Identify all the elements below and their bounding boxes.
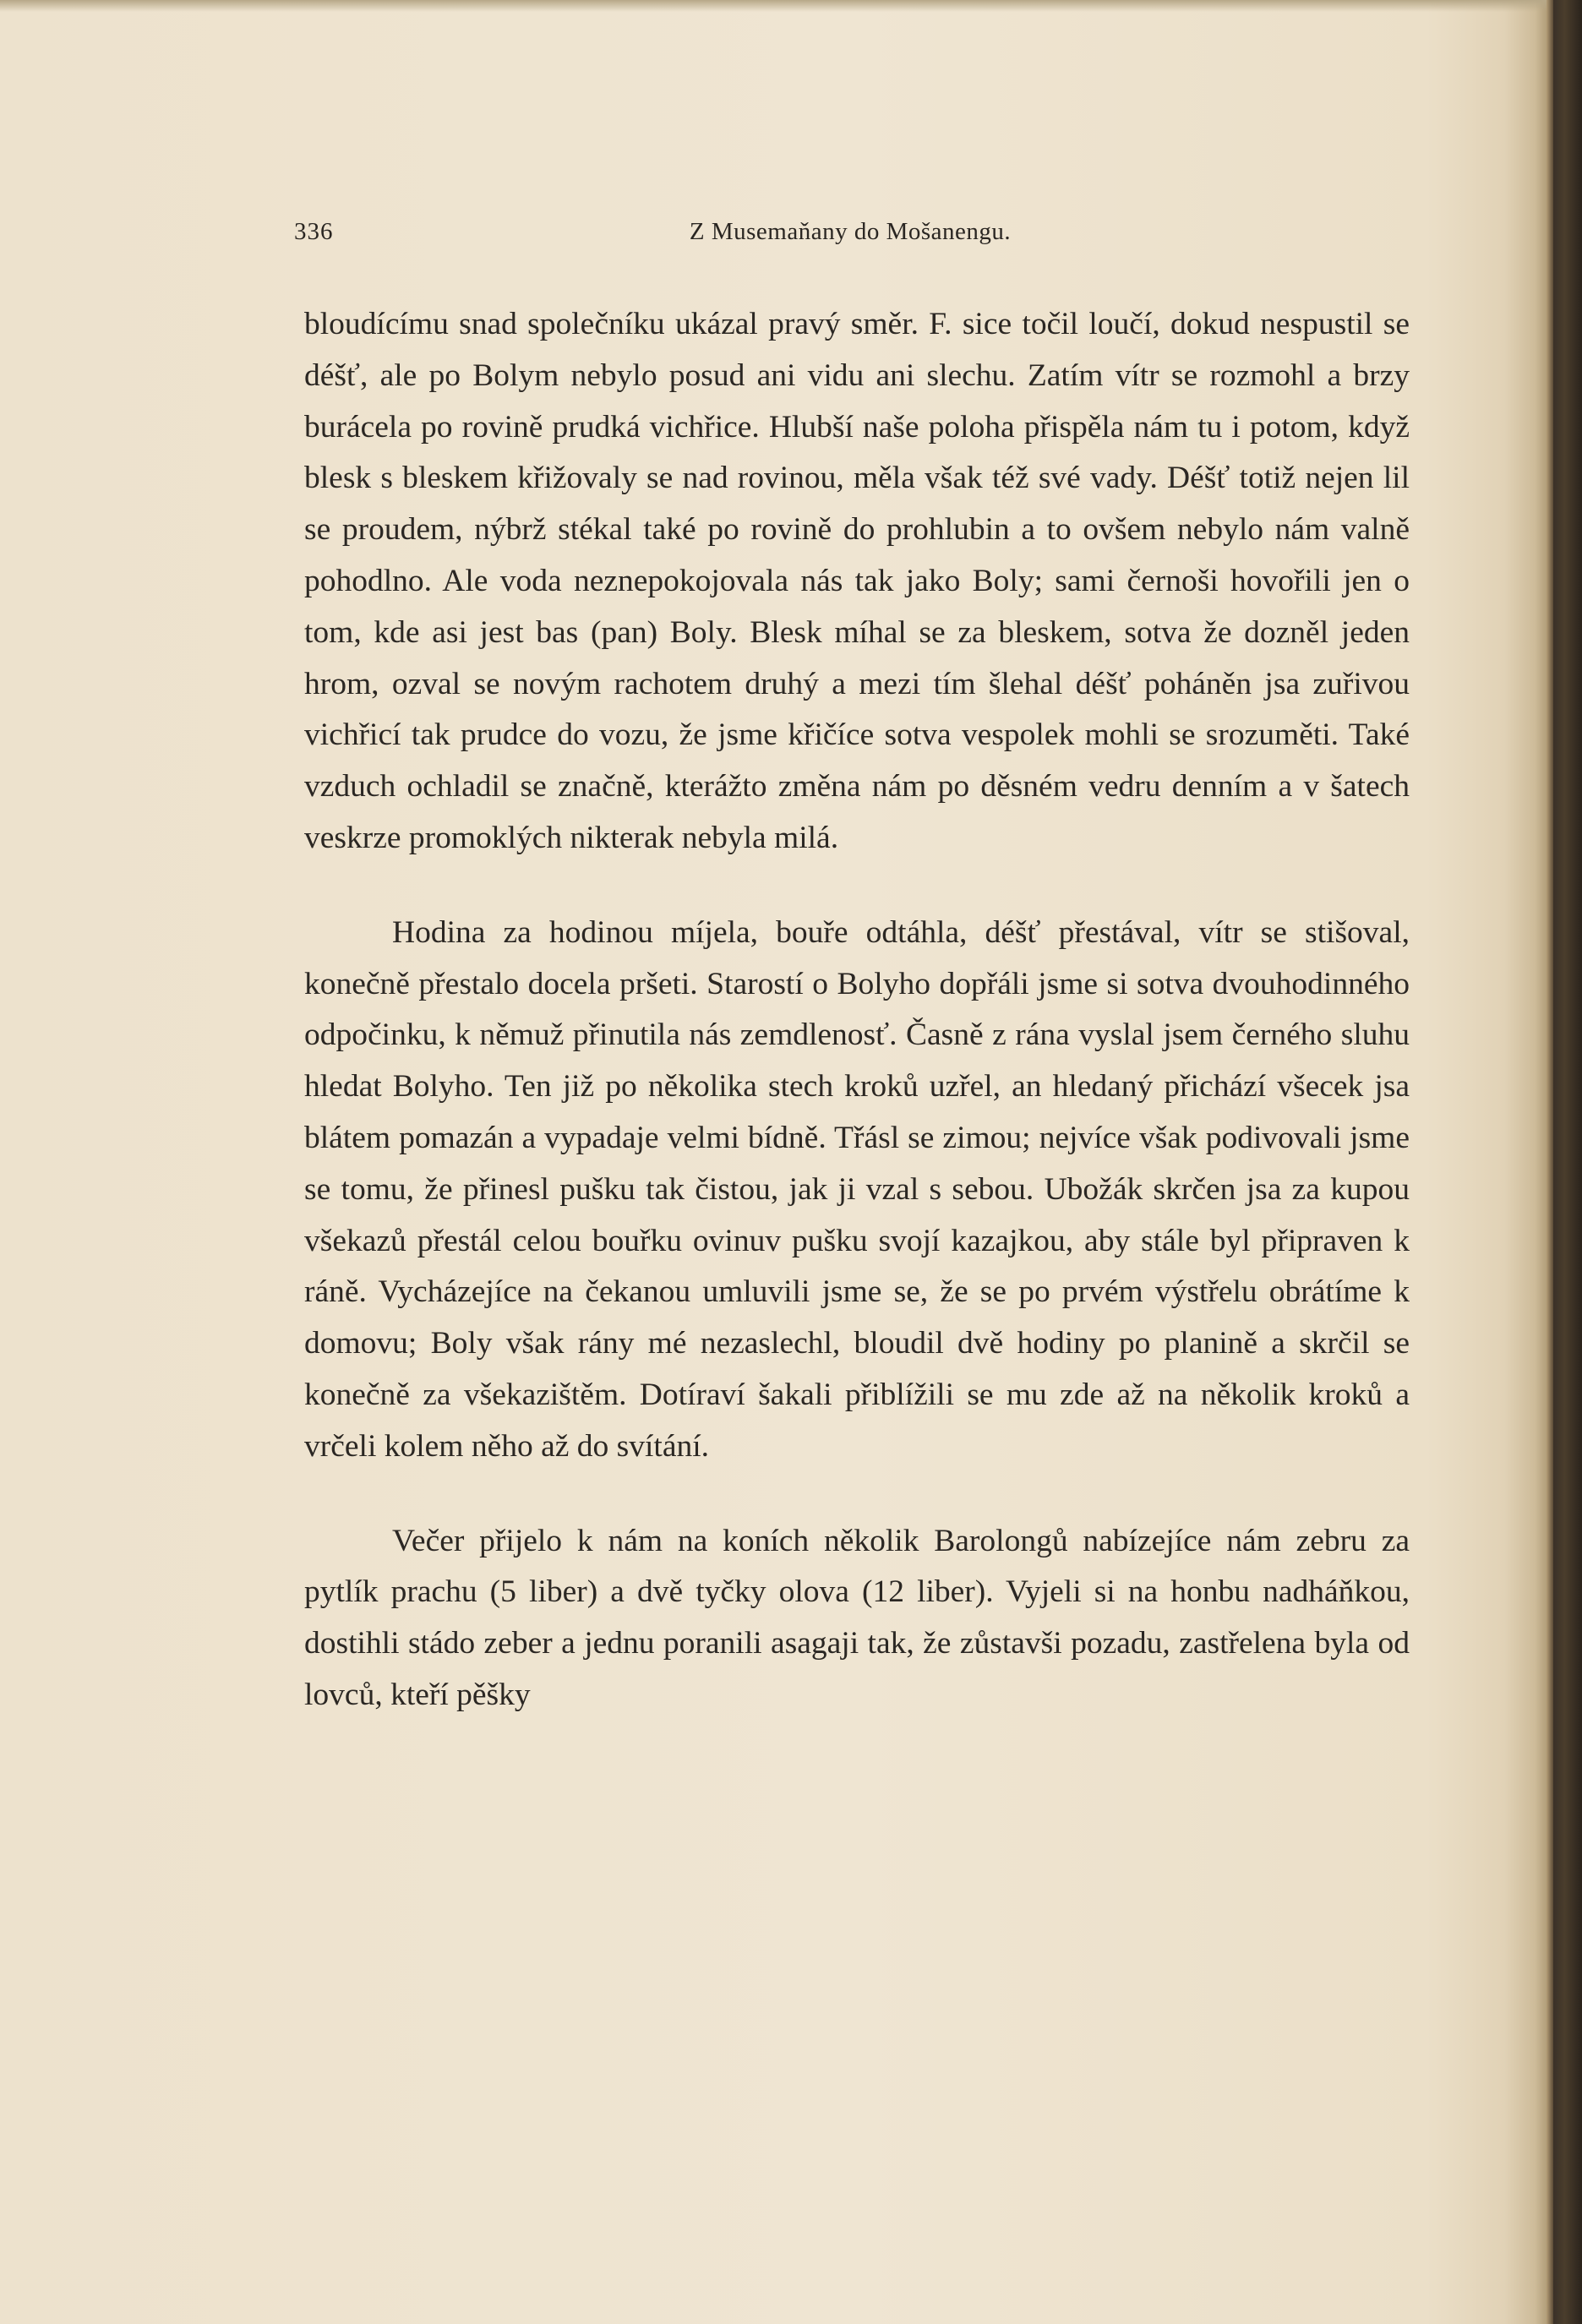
page-number: 336	[294, 218, 334, 245]
running-title: Z Musemaňany do Mošanengu.	[689, 218, 1012, 245]
book-edge-strip	[1553, 0, 1582, 2324]
page-edge-shadow	[1547, 0, 1553, 2324]
body-text	[304, 299, 1410, 1765]
paragraph-continued: bloudícímu snad společníku ukázal pravý směr. F. sice točil loučí, dokud nespustil se déšť, ale po Bolym nebylo posud ani vidu ani slechu. Zatím vítr se rozmohl a brzy burácela po rovině prudká vichřice. Hlubší naše poloha přispěla nám tu i potom, když blesk s bleskem křižovaly se nad rovinou, měla však též své vady. Déšť totiž nejen lil se proudem, nýbrž stékal také po rovině do prohlubin a to ovšem nebylo nám valně pohodlno. Ale voda neznepokojovala nás tak jako Boly; sami černoši hovořili jen o tom, kde asi jest bas (pan) Boly. Blesk míhal se za bleskem, sotva že dozněl jeden hrom, ozval se novým rachotem druhý a mezi tím šlehal déšť poháněn jsa zuřivou vichřicí tak prudce do vozu, že jsme křičíce sotva vespolek mohli se srozuměti. Také vzduch ochladil se značně, kterážto změna nám po děsném vedru denním a v šatech veskrze promoklých nikterak nebyla milá.	[304, 307, 1410, 855]
paragraph-barolong-hunt: Večer přijelo k nám na koních několik Barolongů nabízejíce nám zebru za pytlík prachu (5 liber) a dvě tyčky olova (12 liber). Vyjeli si na honbu nadháňkou, dostihli stádo zeber a jednu poranili asagaji tak, že zůstavši pozadu, zastřelena byla od lovců, kteří pěšky	[304, 1523, 1410, 1712]
top-edge-stain	[0, 0, 1551, 12]
paragraph-storm-end: Hodina za hodinou míjela, bouře odtáhla, déšť přestával, vítr se stišoval, konečně přestalo docela pršeti. Starostí o Bolyho dopřáli jsme si sotva dvouhodinného odpočinku, k němuž přinutila nás zemdlenosť. Časně z rána vyslal jsem černého sluhu hledat Bolyho. Ten již po několika stech kroků uzřel, an hledaný přichází všecek jsa blátem pomazán a vypadaje velmi bídně. Třásl se zimou; nejvíce však podivovali jsme se tomu, že přinesl pušku tak čistou, jak ji vzal s sebou. Ubožák skrčen jsa za kupou všekazů přestál celou bouřku ovinuv pušku svojí kazajkou, aby stále byl připraven k ráně. Vycházejíce na čekanou umluvili jsme se, že se po prvém výstřelu obrátíme k domovu; Boly však rány mé nezaslechl, bloudil dvě hodiny po planině a skrčil se konečně za všekazištěm. Dotíraví šakali přiblížili se mu zde až na několik kroků a vrčeli kolem něho až do svítání.	[304, 914, 1410, 1464]
running-head	[294, 218, 1406, 252]
